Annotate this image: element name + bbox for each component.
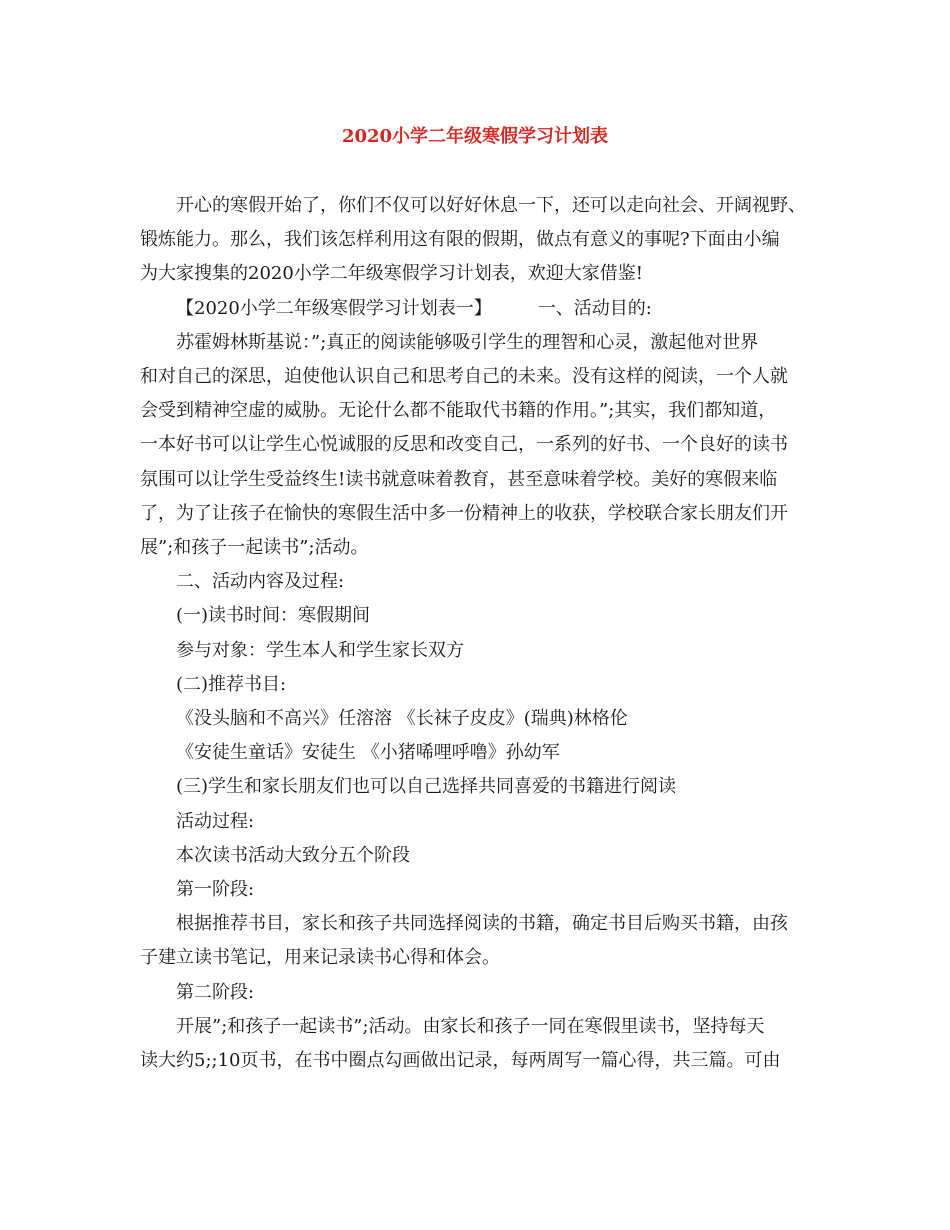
paragraph-line: 展”;和孩子一起读书”;活动。 bbox=[140, 537, 369, 559]
paragraph-line: (一)读书时间：寒假期间 bbox=[176, 605, 371, 627]
section-heading: 二、活动内容及过程: bbox=[176, 571, 345, 593]
paragraph-line: 子建立读书笔记，用来记录读书心得和体会。 bbox=[140, 947, 500, 969]
paragraph-line: 本次读书活动大致分五个阶段 bbox=[176, 844, 410, 866]
paragraph-line: 开展”;和孩子一起读书”;活动。由家长和孩子一同在寒假里读书，坚持每天 bbox=[176, 1015, 765, 1037]
stage-heading: 第二阶段: bbox=[176, 981, 255, 1003]
paragraph-line: 一本好书可以让学生心悦诚服的反思和改变自己，一系列的好书、一个良好的读书 bbox=[140, 434, 788, 456]
paragraph-line: 氛围可以让学生受益终生!读书就意味着教育，甚至意味着学校。美好的寒假来临 bbox=[140, 468, 778, 490]
paragraph-line: 活动过程: bbox=[176, 810, 255, 832]
paragraph-line: 苏霍姆林斯基说：”;真正的阅读能够吸引学生的理智和心灵，激起他对世界 bbox=[176, 331, 759, 353]
paragraph-line: (三)学生和家长朋友们也可以自己选择共同喜爱的书籍进行阅读 bbox=[176, 776, 677, 798]
paragraph-line: 读大约5;;10页书，在书中圈点勾画做出记录，每两周写一篇心得，共三篇。可由 bbox=[140, 1050, 781, 1072]
paragraph-line: 锻炼能力。那么，我们该怎样利用这有限的假期，做点有意义的事呢?下面由小编 bbox=[140, 229, 780, 251]
paragraph-line bbox=[140, 292, 820, 326]
document-title: 2020小学二年级寒假学习计划表 bbox=[341, 126, 609, 147]
document-body bbox=[140, 189, 820, 1078]
stage-heading: 第一阶段: bbox=[176, 879, 255, 901]
section-heading: 【2020小学二年级寒假学习计划表一】 bbox=[176, 297, 492, 319]
paragraph-line: 根据推荐书目，家长和孩子共同选择阅读的书籍，确定书目后购买书籍，由孩 bbox=[176, 913, 788, 935]
paragraph-line: 会受到精神空虚的威胁。无论什么都不能取代书籍的作用。”;其实，我们都知道， bbox=[140, 400, 777, 422]
paragraph-line: 为大家搜集的2020小学二年级寒假学习计划表，欢迎大家借鉴! bbox=[140, 263, 644, 285]
paragraph-line: 参与对象：学生本人和学生家长双方 bbox=[176, 639, 464, 661]
book-list-item: 《没头脑和不高兴》任溶溶 《长袜子皮皮》(瑞典)林格伦 bbox=[176, 708, 628, 730]
paragraph-line: 开心的寒假开始了，你们不仅可以好好休息一下，还可以走向社会、开阔视野、 bbox=[176, 195, 806, 216]
paragraph-line: 了，为了让孩子在愉快的寒假生活中多一份精神上的收获，学校联合家长朋友们开 bbox=[140, 502, 788, 524]
book-list-item: 《安徒生童话》安徒生 《小猪唏哩呼噜》孙幼军 bbox=[176, 742, 560, 764]
paragraph-line: (二)推荐书目: bbox=[176, 673, 287, 695]
section-heading: 一、活动目的: bbox=[537, 297, 652, 319]
paragraph-line: 和对自己的深思，迫使他认识自己和思考自己的未来。没有这样的阅读，一个人就 bbox=[140, 366, 788, 388]
